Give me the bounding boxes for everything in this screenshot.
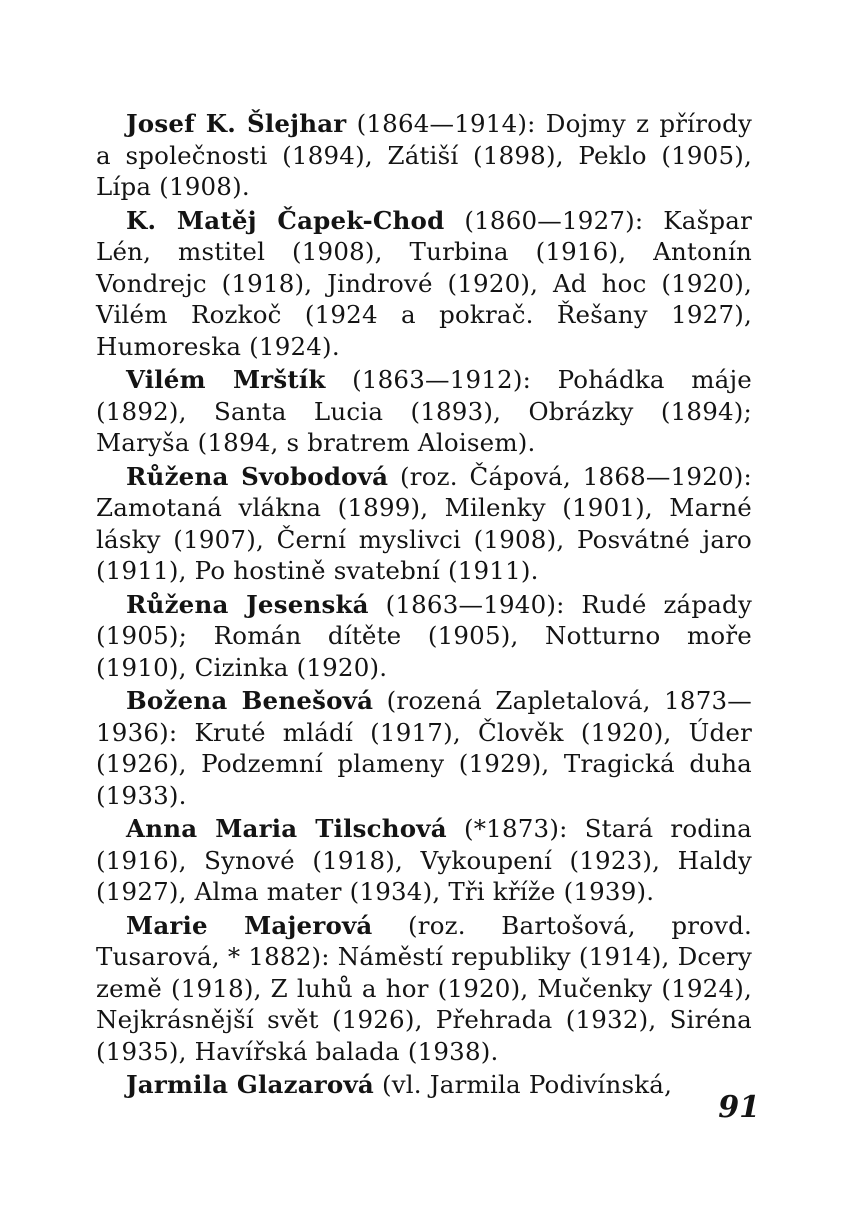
entry-slejhar bbox=[96, 108, 752, 203]
entry-text: (1860—1927): Kašpar Lén, mstitel (1908), Turbina (1916), Antonín Vondrejc (1918), Jindrové (1920), Ad hoc (1920), Vilém Rozkoč (1924 a pokrač. Řešany 1927), Humoreska (1924). bbox=[96, 205, 752, 361]
author-name: Růžena Jesenská bbox=[126, 589, 369, 619]
entry-text: (roz. Čápová, 1868—1920): Zamotaná vlákna (1899), Milenky (1901), Marné lásky (1907), Černí myslivci (1908), Posvátné jaro (1911), Po hostině svatební (1911). bbox=[96, 461, 752, 585]
entry-tilschova bbox=[96, 813, 752, 908]
entry-majerova bbox=[96, 910, 752, 1068]
author-name: Anna Maria Tilschová bbox=[126, 814, 447, 843]
entry-capek-chod bbox=[96, 205, 752, 363]
entry-svobodova bbox=[96, 461, 752, 587]
author-name: Růžena Svobodová bbox=[126, 461, 389, 491]
entry-text: (rozená Zapletalová, 1873—1936): Kruté mládí (1917), Člověk (1920), Úder (1926), Podzemní plameny (1929), Tragická duha (1933). bbox=[96, 686, 752, 810]
entry-mrstik bbox=[96, 364, 752, 459]
page-number: 91 bbox=[718, 1090, 760, 1125]
entry-text: (roz. Bartošová, provd. Tusarová, * 1882): Náměstí republiky (1914), Dcery země (1918), Z luhů a hor (1920), Mučenky (1924), Nejkrásnější svět (1926), Přehrada (1932), Siréna (1935), Havířská balada (1938). bbox=[96, 910, 752, 1066]
entry-text: (1863—1912): Pohádka máje (1892), Santa Lucia (1893), Obrázky (1894); Maryša (1894, s bratrem Aloisem). bbox=[96, 365, 752, 457]
entry-glazarova bbox=[96, 1069, 752, 1101]
author-name: Marie Majerová bbox=[126, 910, 373, 940]
author-name: K. Matěj Čapek-Chod bbox=[126, 205, 445, 235]
entry-text: (1864—1914): Dojmy z přírody a společnosti (1894), Zátiší (1898), Peklo (1905), Lípa (1908). bbox=[96, 109, 752, 201]
entry-text: (*1873): Stará rodina (1916), Synové (1918), Vykoupení (1923), Haldy (1927), Alma mater (1934), Tři kříže (1939). bbox=[96, 814, 752, 906]
entry-text: (vl. Jarmila Podivínská, bbox=[373, 1070, 673, 1099]
entry-benesova bbox=[96, 685, 752, 811]
author-name: Josef K. Šlejhar bbox=[126, 109, 347, 138]
author-name: Jarmila Glazarová bbox=[126, 1070, 374, 1099]
entry-jesenska bbox=[96, 589, 752, 684]
author-name: Božena Benešová bbox=[126, 686, 374, 715]
author-name: Vilém Mrštík bbox=[126, 365, 326, 394]
page-body bbox=[96, 108, 752, 1101]
entry-text: (1863—1940): Rudé západy (1905); Román dítěte (1905), Notturno moře (1910), Cizinka (1920). bbox=[96, 589, 752, 682]
